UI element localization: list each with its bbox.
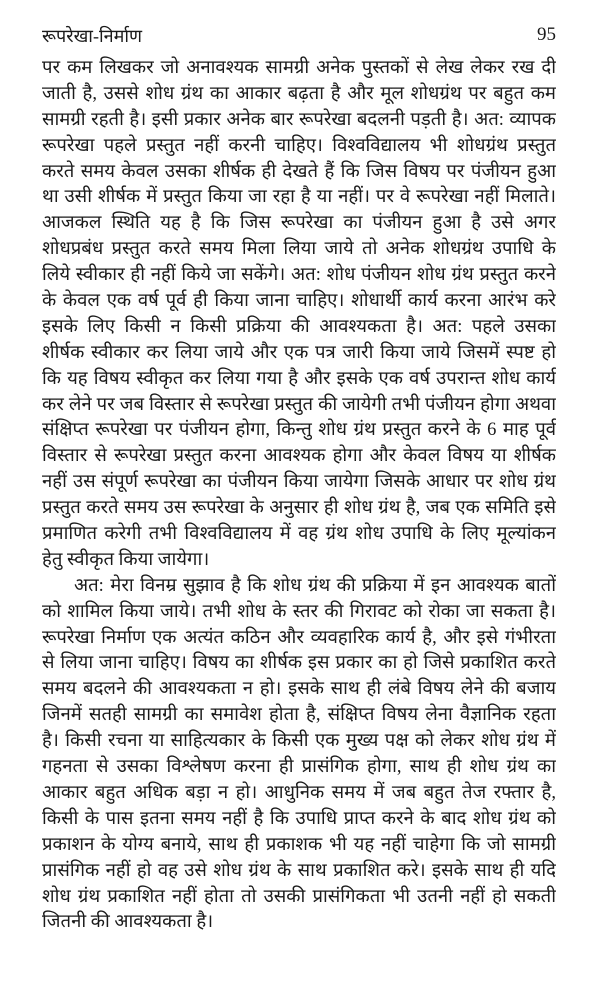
text-line: शोधप्रबंध प्रस्तुत करते समय मिला लिया जाये तो अनेक शोधग्रंथ उपाधि के: [42, 239, 556, 260]
text-line: था उसी शीर्षक में प्रस्तुत किया जा रहा है या नहीं। पर वे रूपरेखा नहीं मिलाते।: [42, 187, 556, 208]
text-line: प्रकाशन के योग्य बनाये, साथ ही प्रकाशक भी यह नहीं चाहेगा कि जो सामग्री: [42, 834, 556, 855]
text-line: आकार बहुत अधिक बड़ा न हो। आधुनिक समय में जब बहुत तेज रफ्तार है,: [42, 782, 556, 803]
text-line: प्रस्तुत करते समय उस रूपरेखा के अनुसार ही शोध ग्रंथ है, जब एक समिति इसे: [42, 498, 556, 519]
body-text: [42, 56, 556, 936]
text-line: प्रासंगिक नहीं हो वह उसे शोध ग्रंथ के साथ प्रकाशित करे। इसके साथ ही यदि: [42, 860, 556, 881]
text-line: समय बदलने की आवश्यकता न हो। इसके साथ ही लंबे विषय लेने की बजाय: [42, 679, 556, 700]
text-line: गहनता से उसका विश्लेषण करना ही प्रासंगिक होगा, साथ ही शोध ग्रंथ का: [42, 757, 556, 778]
text-line: पर कम लिखकर जो अनावश्यक सामग्री अनेक पुस्तकों से लेख लेकर रख दी: [42, 58, 556, 78]
text-line: लिये स्वीकार ही नहीं किये जा सकेंगे। अत: शोध पंजीयन शोध ग्रंथ प्रस्तुत करने: [42, 265, 556, 286]
chapter-title: रूपरेखा-निर्माण: [42, 26, 143, 46]
text-line: अत: मेरा विनम्र सुझाव है कि शोध ग्रंथ की प्रक्रिया में इन आवश्यक बातों: [74, 575, 556, 596]
text-line: है। किसी रचना या साहित्यकार के किसी एक मुख्य पक्ष को लेकर शोध ग्रंथ में: [42, 731, 556, 752]
text-line: सामग्री रहती है। इसी प्रकार अनेक बार रूपरेखा बदलनी पड़ती है। अत: व्यापक: [42, 109, 556, 130]
text-line: नहीं उस संपूर्ण रूपरेखा का पंजीयन किया जायेगा जिसके आधार पर शोध ग्रंथ: [42, 472, 556, 493]
paragraph: [42, 574, 556, 936]
paragraph: [42, 56, 556, 574]
text-line: इसके लिए किसी न किसी प्रक्रिया की आवश्यकता है। अत: पहले उसका: [42, 316, 556, 337]
page-number: 95: [537, 24, 556, 45]
text-line: रूपरेखा पहले प्रस्तुत नहीं करनी चाहिए। विश्वविद्यालय भी शोधग्रंथ प्रस्तुत: [42, 135, 556, 156]
running-header: [42, 22, 556, 52]
text-line: जिनमें सतही सामग्री का समावेश होता है, संक्षिप्त विषय लेना वैज्ञानिक रहता: [42, 705, 556, 726]
text-line: हेतु स्वीकृत किया जायेगा।: [42, 549, 210, 570]
text-line: से लिया जाना चाहिए। विषय का शीर्षक इस प्रकार का हो जिसे प्रकाशित करते: [42, 653, 556, 674]
text-line: जितनी की आवश्यकता है।: [42, 912, 214, 933]
text-line: आजकल स्थिति यह है कि जिस रूपरेखा का पंजीयन हुआ है उसे अगर: [42, 213, 556, 234]
text-line: जाती है, उससे शोध ग्रंथ का आकार बढ़ता है और मूल शोधग्रंथ पर बहुत कम: [42, 83, 556, 104]
text-line: विस्तार से रूपरेखा प्रस्तुत करना आवश्यक होगा और केवल विषय या शीर्षक: [42, 446, 556, 467]
text-line: कर लेने पर जब विस्तार से रूपरेखा प्रस्तुत की जायेगी तभी पंजीयन होगा अथवा: [42, 394, 556, 415]
text-line: प्रमाणित करेगी तभी विश्वविद्यालय में वह ग्रंथ शोध उपाधि के लिए मूल्यांकन: [42, 524, 556, 545]
text-line: शीर्षक स्वीकार कर लिया जाये और एक पत्र जारी किया जाये जिसमें स्पष्ट हो: [42, 342, 556, 363]
text-line: कि यह विषय स्वीकृत कर लिया गया है और इसके एक वर्ष उपरान्त शोध कार्य: [42, 368, 556, 389]
text-line: संक्षिप्त रूपरेखा पर पंजीयन होगा, किन्तु शोध ग्रंथ प्रस्तुत करने के 6 माह पूर्व: [42, 420, 556, 441]
text-line: किसी के पास इतना समय नहीं है कि उपाधि प्राप्त करने के बाद शोध ग्रंथ को: [42, 808, 556, 829]
text-line: के केवल एक वर्ष पूर्व ही किया जाना चाहिए। शोधार्थी कार्य करना आरंभ करे: [42, 291, 556, 312]
text-line: को शामिल किया जाये। तभी शोध के स्तर की गिरावट को रोका जा सकता है।: [42, 601, 556, 622]
text-line: करते समय केवल उसका शीर्षक ही देखते हैं कि जिस विषय पर पंजीयन हुआ: [42, 161, 556, 182]
text-line: रूपरेखा निर्माण एक अत्यंत कठिन और व्यवहारिक कार्य है, और इसे गंभीरता: [42, 627, 556, 648]
text-line: शोध ग्रंथ प्रकाशित नहीं होता तो उसकी प्रासंगिकता भी उतनी नहीं हो सकती: [42, 886, 556, 907]
